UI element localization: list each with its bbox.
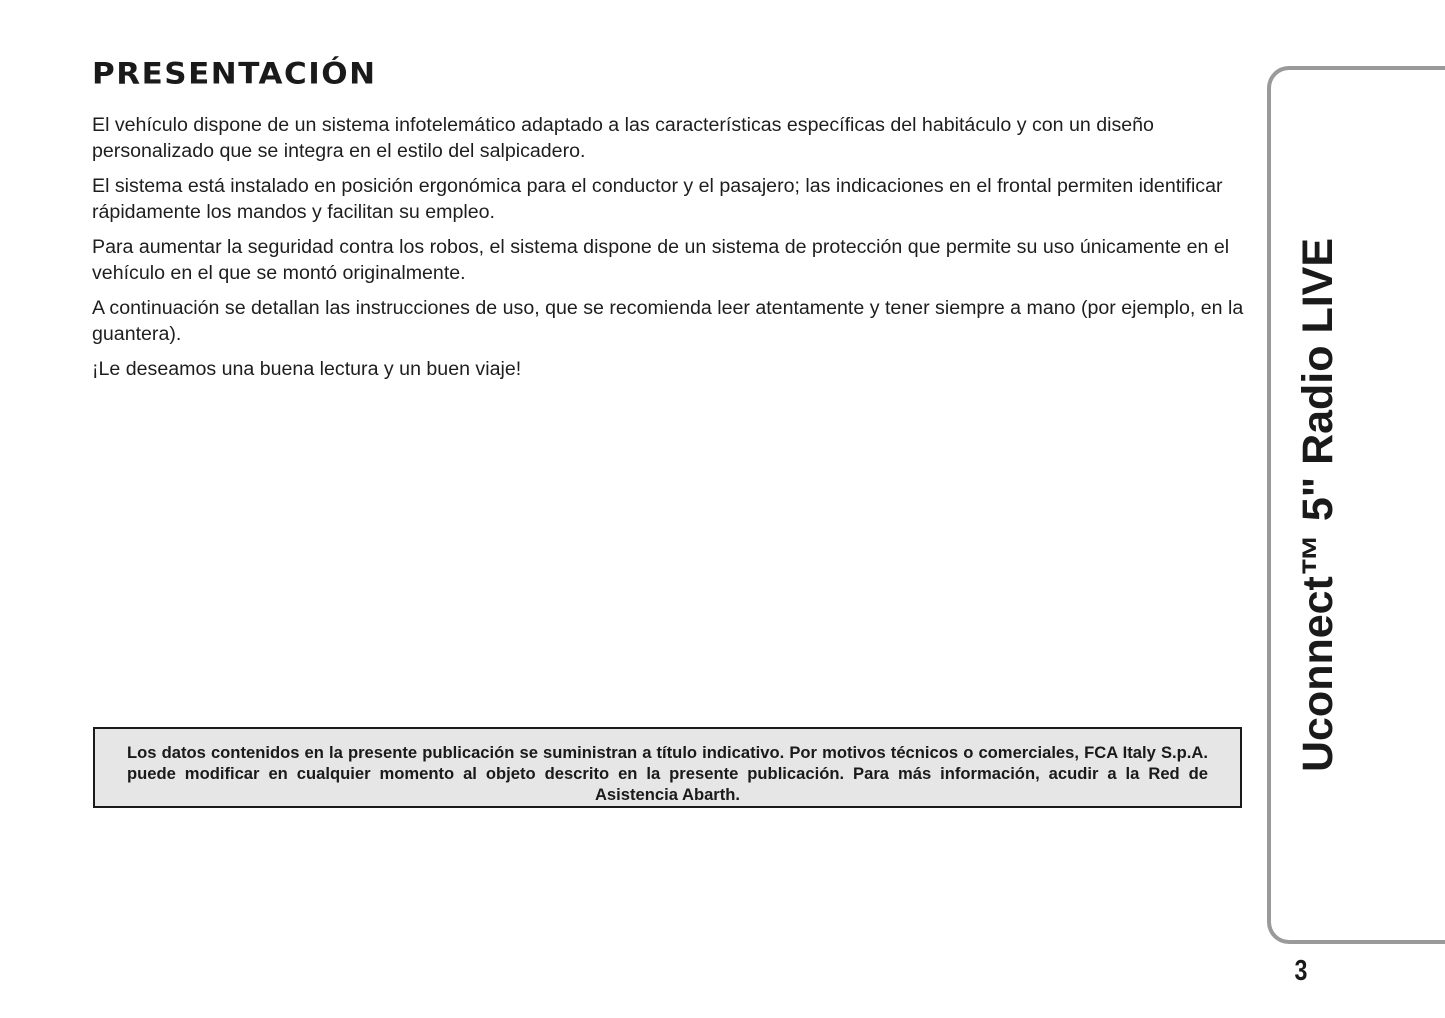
disclaimer-notice-box	[93, 727, 1242, 808]
paragraph-ergonomics: El sistema está instalado en posición ergonómica para el conductor y el pasajero; las indicaciones en el frontal permiten identificar rápidamente los mandos y facilitan su empleo.	[92, 175, 1223, 223]
side-tab-title: Uconnect™ 5" Radio LIVE	[1294, 237, 1342, 773]
paragraph-greeting: ¡Le deseamos una buena lectura y un buen viaje!	[92, 358, 522, 380]
paragraph-intro: El vehículo dispone de un sistema infotelemático adaptado a las características específicas del habitáculo y con un diseño personalizado que se integra en el estilo del salpicadero.	[92, 114, 1154, 162]
body-text	[92, 112, 1252, 391]
page-number: 3	[1294, 955, 1308, 987]
page-title: PRESENTACIÓN	[92, 56, 377, 92]
disclaimer-text: Los datos contenidos en la presente publicación se suministran a título indicativo. Por motivos técnicos o comerciales, FCA Italy S.p.A. puede modificar en cualquier momento al objeto descrito en la presente publicación. Para más información, acudir a la Red de Asistencia Abarth.	[127, 743, 1208, 804]
paragraph-security: Para aumentar la seguridad contra los robos, el sistema dispone de un sistema de protección que permite su uso únicamente en el vehículo en el que se montó originalmente.	[92, 236, 1230, 284]
paragraph-instructions: A continuación se detallan las instrucciones de uso, que se recomienda leer atentamente y tener siempre a mano (por ejemplo, en la guantera).	[92, 297, 1244, 345]
